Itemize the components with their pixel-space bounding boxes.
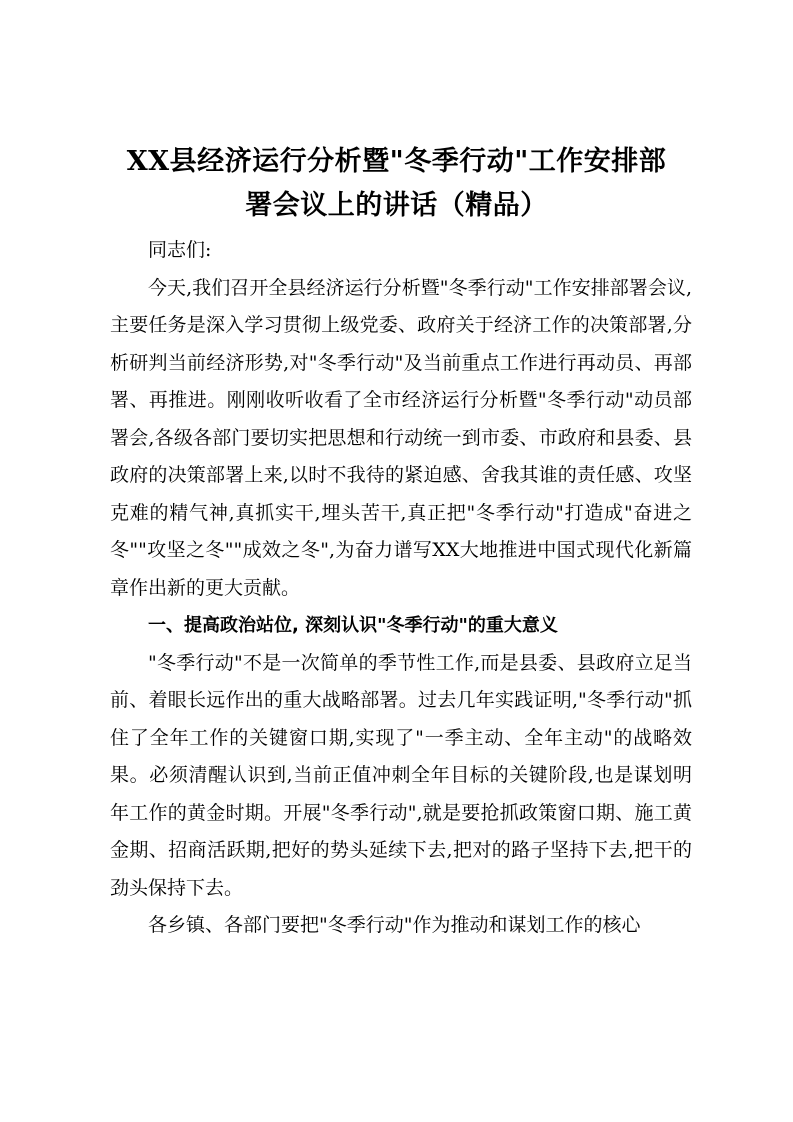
section-heading-1: 一、提高政治站位, 深刻认识"冬季行动"的重大意义 (148, 615, 558, 636)
title-line-2: 署会议上的讲话（精品） (245, 190, 548, 221)
section-1-paragraph-1: "冬季行动"不是一次简单的季节性工作,而是县委、县政府立足当前、着眼长远作出的重大战略部署。过去几年实践证明,"冬季行动"抓住了全年工作的关键窗口期,实现了"一季主动、全年主动"的战略效果。必须清醒认识到,当前正值冲刺全年目标的关键阶段,也是谋划明年工作的黄金时期。开展"冬季行动",就是要抢抓政策窗口期、施工黄金期、招商活跃期,把好的势头延续下去,把对的路子坚持下去,把干的劲头保持下去。 (110, 651, 692, 899)
intro-paragraph: 今天,我们召开全县经济运行分析暨"冬季行动"工作安排部署会议,主要任务是深入学习贯彻上级党委、政府关于经济工作的决策部署,分析研判当前经济形势,对"冬季行动"及当前重点工作进行再动员、再部署、再推进。刚刚收听收看了全市经济运行分析暨"冬季行动"动员部署会,各级各部门要切实把思想和行动统一到市委、市政府和县委、县政府的决策部署上来,以时不我待的紧迫感、舍我其谁的责任感、攻坚克难的精气神,真抓实干,埋头苦干,真正把"冬季行动"打造成"奋进之冬""攻坚之冬""成效之冬",为奋力谱写XX大地推进中国式现代化新篇章作出新的更大贡献。 (110, 276, 692, 599)
document-title (100, 140, 693, 228)
salutation: 同志们: (148, 239, 212, 261)
title-line-1: XX县经济运行分析暨"冬季行动"工作安排部 (126, 146, 667, 177)
document-body (110, 232, 692, 945)
section-1-paragraph-2: 各乡镇、各部门要把"冬季行动"作为推动和谋划工作的核心 (148, 914, 641, 936)
